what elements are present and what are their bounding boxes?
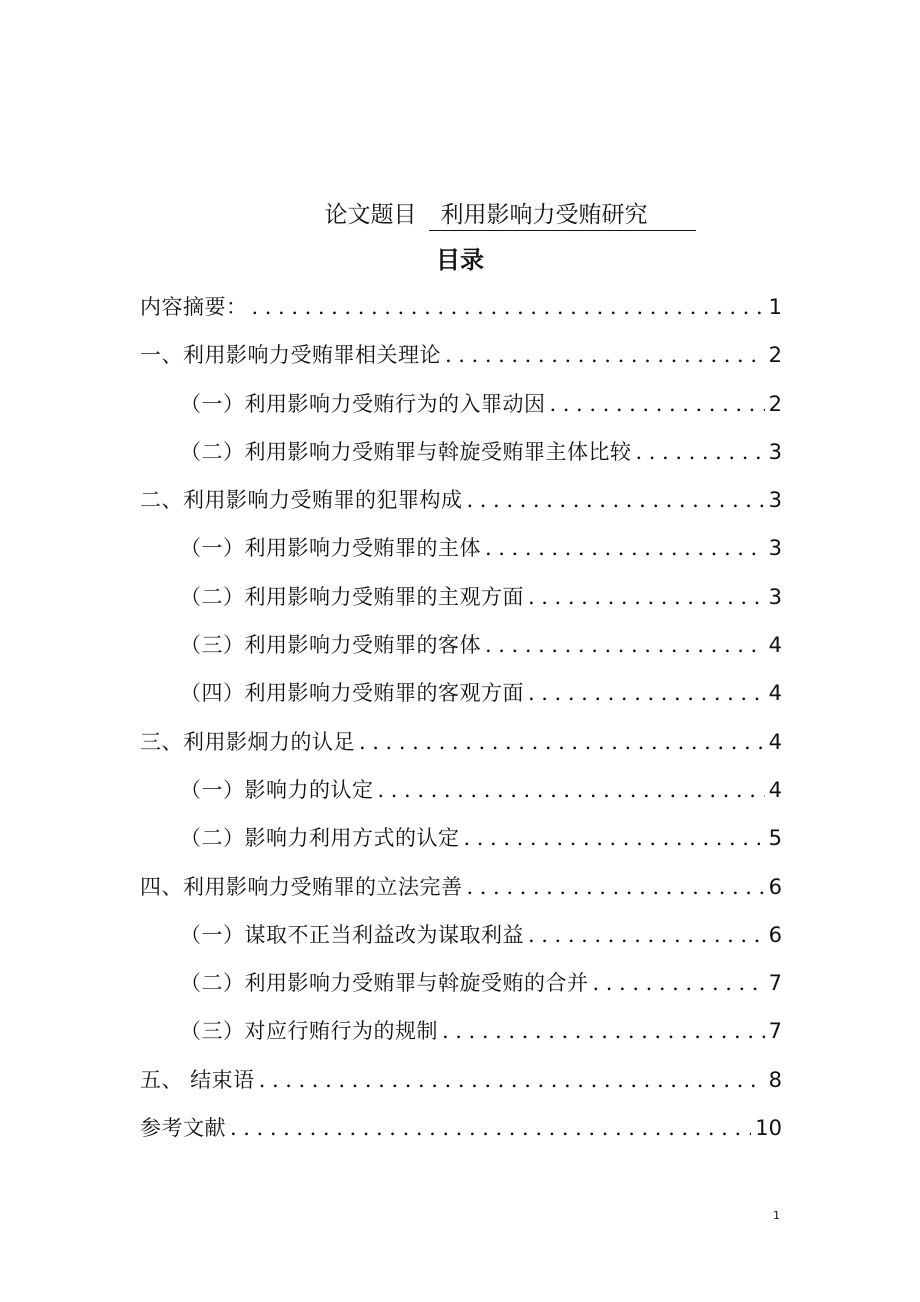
toc-page-number: 1 [768,295,782,319]
toc-entry-text: 参考文献 [140,1116,226,1141]
toc-entry[interactable] [140,524,782,572]
toc-page-number: 6 [768,922,782,947]
toc-dot-leader [359,718,765,766]
toc-entry[interactable] [140,283,782,331]
toc-entry[interactable] [140,621,782,669]
toc-dot-leader [528,573,765,621]
toc-dot-leader [464,814,765,862]
toc-entry-text: （一）影响力的认定 [180,777,374,802]
toc-entry-text: （二）利用影响力受贿罪的主观方面 [180,584,524,609]
toc-entry-text: 四、利用影响力受贿罪的立法完善 [140,874,463,899]
toc-dot-leader [593,959,765,1007]
toc-entry[interactable] [140,718,782,766]
toc-entry[interactable] [140,669,782,717]
toc-entry-text: （一）利用影响力受贿行为的入罪动因 [180,391,546,416]
toc-entry[interactable] [140,814,782,862]
toc-entry[interactable] [140,573,782,621]
toc-entry[interactable] [140,1007,782,1055]
toc-entry-text: 三、利用影炯力的认足 [140,729,355,754]
toc-dot-leader [467,476,765,524]
toc-page-number: 3 [768,584,782,609]
toc-dot-leader [445,331,765,379]
toc-entry-text: （四）利用影响力受贿罪的客观方面 [180,681,524,706]
toc-page-number: 8 [768,1067,782,1092]
toc-entry[interactable] [140,911,782,959]
toc-page-number: 4 [768,777,782,802]
toc-page-number: 10 [755,1116,782,1141]
toc-entry[interactable] [140,863,782,911]
thesis-title-value: 利用影响力受贿研究 [429,200,696,231]
toc-entry[interactable] [140,959,782,1007]
toc-entry-text: 二、利用影响力受贿罪的犯罪构成 [140,488,463,513]
toc-entry-text: 五、 结束语 [140,1067,255,1092]
toc-entry[interactable] [140,331,782,379]
toc-page-number: 3 [768,439,782,464]
toc-entry-text: （三）利用影响力受贿罪的客体 [180,633,481,658]
toc-page-number: 4 [768,729,782,754]
toc-dot-leader [528,669,765,717]
toc-page-number: 2 [768,343,782,368]
toc-dot-leader [442,1007,765,1055]
toc-dot-leader [467,863,765,911]
toc-dot-leader [485,621,765,669]
toc-entry[interactable] [140,380,782,428]
toc-entry[interactable] [140,428,782,476]
toc-page-number: 4 [768,633,782,658]
toc-entry[interactable] [140,1104,782,1152]
toc-page-number: 7 [768,1019,782,1044]
thesis-title-label: 论文题目 [324,202,417,228]
toc-entry[interactable] [140,766,782,814]
toc-page-number: 3 [768,536,782,561]
toc-dot-leader [252,283,765,331]
toc-entry-text: （二）影响力利用方式的认定 [180,826,460,851]
toc-entry[interactable] [140,476,782,524]
toc-dot-leader [550,380,765,428]
table-of-contents [140,283,782,1152]
toc-dot-leader [636,428,765,476]
toc-dot-leader [378,766,765,814]
toc-page-number: 2 [768,391,782,416]
toc-page-number: 7 [768,971,782,996]
toc-entry-text: 内容摘要： [140,295,248,319]
footer-page-number: 1 [773,1209,780,1222]
toc-dot-leader [259,1056,765,1104]
toc-entry-text: 一、利用影响力受贿罪相关理论 [140,343,441,368]
toc-heading: 目录 [436,246,484,274]
toc-page-number: 5 [768,826,782,851]
toc-page-number: 3 [768,488,782,513]
toc-entry-text: （三）对应行贿行为的规制 [180,1019,438,1044]
toc-dot-leader [528,911,765,959]
toc-entry-text: （一）谋取不正当利益改为谋取利益 [180,922,524,947]
toc-dot-leader [485,524,765,572]
toc-entry-text: （二）利用影响力受贿罪与斡旋受贿的合并 [180,971,589,996]
toc-entry-text: （二）利用影响力受贿罪与斡旋受贿罪主体比较 [180,439,632,464]
toc-page-number: 6 [768,874,782,899]
toc-entry-text: （一）利用影响力受贿罪的主体 [180,536,481,561]
toc-page-number: 4 [768,681,782,706]
toc-dot-leader [230,1104,751,1152]
thesis-title-line [0,198,920,232]
toc-entry[interactable] [140,1056,782,1104]
